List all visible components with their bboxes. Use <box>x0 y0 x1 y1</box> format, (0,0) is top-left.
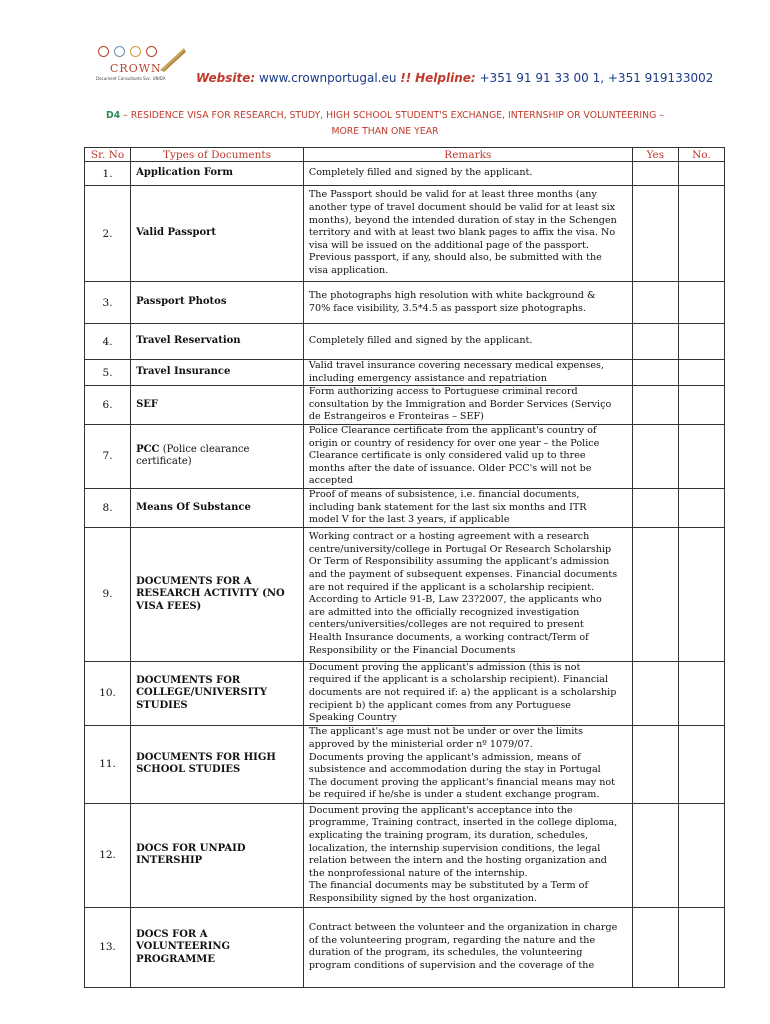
document-title <box>60 108 710 140</box>
remarks-line: approved by the ministerial order nº 1079/07. <box>308 739 533 751</box>
table-row <box>85 360 725 386</box>
remarks-line: Document proving the applicant's acceptance into the <box>308 804 573 816</box>
document-type <box>131 162 304 186</box>
table-row <box>85 386 725 425</box>
row-number: 8. <box>85 488 131 527</box>
remarks-line: The financial documents may be substituted by a Term of <box>308 880 588 892</box>
remarks-line: Speaking Country <box>308 712 397 724</box>
no-checkbox-cell[interactable] <box>678 803 724 907</box>
table-header-row <box>85 148 725 162</box>
document-type-label: DOCS FOR A VOLUNTEERING PROGRAMME <box>136 928 231 965</box>
document-type-label: PCC <box>136 443 160 455</box>
remarks-line: The photographs high resolution with white background & <box>308 289 596 301</box>
remarks-cell <box>303 386 632 425</box>
row-number: 13. <box>85 907 131 987</box>
row-number: 4. <box>85 324 131 360</box>
row-number: 2. <box>85 186 131 282</box>
remarks-line: documents are not required if: a) the applicant is a scholarship <box>308 686 617 698</box>
remarks-line: localization, the internship supervision conditions, the legal <box>308 842 601 854</box>
table-row <box>85 424 725 488</box>
remarks-line: Responsibility signed by the host organization. <box>308 893 537 905</box>
remarks-line: months after the date of issuance. Older PCC's will not be <box>308 462 592 474</box>
no-checkbox-cell[interactable] <box>678 488 724 527</box>
table-row <box>85 186 725 282</box>
remarks-line: de Estrangeiros e Fronteiras – SEF) <box>308 411 484 423</box>
yes-checkbox-cell[interactable] <box>632 907 678 987</box>
document-type-label: DOCS FOR UNPAID INTERSHIP <box>136 842 246 867</box>
remarks-line: Health Insurance documents, a working contract/Term of <box>308 632 589 644</box>
remarks-line: explicating the training program, its duration, schedules, <box>308 830 589 842</box>
no-checkbox-cell[interactable] <box>678 527 724 661</box>
remarks-cell <box>303 324 632 360</box>
no-checkbox-cell[interactable] <box>678 424 724 488</box>
remarks-cell <box>303 162 632 186</box>
no-checkbox-cell[interactable] <box>678 360 724 386</box>
row-number: 3. <box>85 282 131 324</box>
table-row <box>85 324 725 360</box>
yes-checkbox-cell[interactable] <box>632 661 678 725</box>
remarks-line: territory and with at least two blank pages to affix the visa. No <box>308 227 616 239</box>
remarks-line: recipient b) the applicant comes from any Portuguese <box>308 699 571 711</box>
crown-logo <box>92 40 192 88</box>
header-type: Types of Documents <box>131 148 304 162</box>
remarks-line: consultation by the Immigration and Border Services (Serviço <box>308 398 612 410</box>
documents-table <box>84 147 725 988</box>
table-row <box>85 661 725 725</box>
remarks-line: programme, Training contract, inserted in the college diploma, <box>308 817 618 829</box>
table-row <box>85 725 725 803</box>
title-line-2: MORE THAN ONE YEAR <box>331 126 439 137</box>
document-type-label: Passport Photos <box>136 296 227 308</box>
remarks-line: accepted <box>308 475 353 487</box>
yes-checkbox-cell[interactable] <box>632 803 678 907</box>
table-row <box>85 907 725 987</box>
remarks-line: Form authorizing access to Portuguese criminal record <box>308 386 578 398</box>
helpline-numbers: +351 91 91 33 00 1, +351 919133002 <box>479 71 714 85</box>
document-type <box>131 527 304 661</box>
row-number: 6. <box>85 386 131 425</box>
table-row <box>85 803 725 907</box>
document-type-label: SEF <box>136 398 159 410</box>
remarks-line: origin or country of residency for over one year – the Police <box>308 437 600 449</box>
remarks-line: Previous passport, if any, should also, be submitted with the <box>308 252 602 264</box>
remarks-line: another type of travel document should be valid for at least six <box>308 202 616 214</box>
remarks-cell <box>303 282 632 324</box>
remarks-line: visa will be issued on the additional page of the passport. <box>308 239 589 251</box>
document-type-label: DOCUMENTS FOR HIGH SCHOOL STUDIES <box>136 751 276 776</box>
remarks-line: Completely filled and signed by the applicant. <box>308 335 533 347</box>
document-type-label: DOCUMENTS FOR COLLEGE/UNIVERSITY STUDIES <box>136 674 267 711</box>
yes-checkbox-cell[interactable] <box>632 527 678 661</box>
remarks-line: Proof of means of subsistence, i.e. financial documents, <box>308 488 580 500</box>
document-type-label: Means Of Substance <box>136 501 251 513</box>
website-label: Website: <box>196 71 256 85</box>
remarks-line: Responsibility or the Financial Documents <box>308 644 516 656</box>
remarks-line: The Passport should be valid for at least three months (any <box>308 189 597 201</box>
remarks-line: Clearance certificate is only considered valid up to three <box>308 450 586 462</box>
document-type-label: Travel Insurance <box>136 366 231 378</box>
row-number: 12. <box>85 803 131 907</box>
remarks-line: are admitted into the officially recognized investigation <box>308 606 580 618</box>
table-row <box>85 527 725 661</box>
remarks-line: centre/university/college in Portugal Or Research Scholarship <box>308 543 612 555</box>
remarks-line: 70% face visibility, 3.5*4.5 as passport size photographs. <box>308 302 586 314</box>
remarks-cell <box>303 360 632 386</box>
document-type <box>131 488 304 527</box>
header-remarks: Remarks <box>303 148 632 162</box>
header-sr: Sr. No <box>85 148 131 162</box>
remarks-line: visa application. <box>308 264 389 276</box>
remarks-cell <box>303 907 632 987</box>
yes-checkbox-cell[interactable] <box>632 360 678 386</box>
remarks-cell <box>303 186 632 282</box>
row-number: 10. <box>85 661 131 725</box>
page-header <box>0 0 770 100</box>
remarks-cell <box>303 803 632 907</box>
table-body <box>85 162 725 988</box>
remarks-line: duration of the program, its schedules, the volunteering <box>308 947 583 959</box>
document-type <box>131 186 304 282</box>
yes-checkbox-cell[interactable] <box>632 725 678 803</box>
no-checkbox-cell[interactable] <box>678 186 724 282</box>
yes-checkbox-cell[interactable] <box>632 386 678 425</box>
document-type <box>131 725 304 803</box>
document-type <box>131 282 304 324</box>
table-row <box>85 282 725 324</box>
remarks-line: Completely filled and signed by the applicant. <box>308 167 533 179</box>
yes-checkbox-cell[interactable] <box>632 324 678 360</box>
yes-checkbox-cell[interactable] <box>632 162 678 186</box>
row-number: 7. <box>85 424 131 488</box>
remarks-line: of the volunteering program, regarding the nature and the <box>308 934 596 946</box>
yes-checkbox-cell[interactable] <box>632 488 678 527</box>
document-type <box>131 324 304 360</box>
logo-word: CROWN <box>110 62 162 75</box>
remarks-line: be required if he/she is under a student exchange program. <box>308 789 600 801</box>
document-type <box>131 424 304 488</box>
no-checkbox-cell[interactable] <box>678 162 724 186</box>
remarks-line: months), beyond the intended duration of stay in the Schengen <box>308 214 617 226</box>
no-checkbox-cell[interactable] <box>678 725 724 803</box>
document-type-label: DOCUMENTS FOR A RESEARCH ACTIVITY (NO VISA FEES) <box>136 575 285 612</box>
remarks-line: are not required if the applicant is a scholarship recipient. <box>308 581 595 593</box>
no-checkbox-cell[interactable] <box>678 661 724 725</box>
remarks-line: and the payment of subsequent expenses. Financial documents <box>308 569 618 581</box>
no-checkbox-cell[interactable] <box>678 907 724 987</box>
remarks-line: The applicant's age must not be under or over the limits <box>308 726 584 738</box>
website-link[interactable]: www.crownportugal.eu <box>258 71 397 85</box>
remarks-line: the nonprofessional nature of the internship. <box>308 867 528 879</box>
title-line-1: – RESIDENCE VISA FOR RESEARCH, STUDY, HIGH SCHOOL STUDENT'S EXCHANGE, INTERNSHIP OR VOLUNTEERING – <box>120 110 664 121</box>
header-yes: Yes <box>632 148 678 162</box>
document-type <box>131 386 304 425</box>
logo-circles-icon <box>98 42 162 61</box>
remarks-cell <box>303 725 632 803</box>
document-type-label: Travel Reservation <box>136 335 241 347</box>
remarks-line: Documents proving the applicant's admission, means of <box>308 751 581 763</box>
document-type <box>131 661 304 725</box>
remarks-cell <box>303 527 632 661</box>
row-number: 11. <box>85 725 131 803</box>
remarks-line: model V for the last 3 years, if applicable <box>308 514 510 526</box>
remarks-line: Or Term of Responsibility assuming the applicant's admission <box>308 556 610 568</box>
no-checkbox-cell[interactable] <box>678 386 724 425</box>
remarks-line: subsistence and accommodation during the stay in Portugal <box>308 764 601 776</box>
feather-icon <box>158 44 188 74</box>
yes-checkbox-cell[interactable] <box>632 186 678 282</box>
yes-checkbox-cell[interactable] <box>632 424 678 488</box>
table-row <box>85 162 725 186</box>
remarks-line: program conditions of supervision and the coverage of the <box>308 959 595 971</box>
yes-checkbox-cell[interactable] <box>632 282 678 324</box>
separator: !! <box>400 71 412 85</box>
logo-tagline: Document Consultants Svc. UNIDA <box>96 76 166 81</box>
remarks-cell <box>303 488 632 527</box>
remarks-line: Contract between the volunteer and the organization in charge <box>308 922 618 934</box>
no-checkbox-cell[interactable] <box>678 282 724 324</box>
remarks-line: centers/universities/colleges are not required to present <box>308 619 584 631</box>
remarks-line: including emergency assistance and repatriation <box>308 372 547 384</box>
remarks-line: required if the applicant is a scholarship recipient). Financial <box>308 674 609 686</box>
header-no: No. <box>678 148 724 162</box>
title-code: D4 <box>106 110 121 121</box>
remarks-cell <box>303 661 632 725</box>
document-type-label: Valid Passport <box>136 227 217 239</box>
remarks-cell <box>303 424 632 488</box>
remarks-line: Working contract or a hosting agreement with a research <box>308 531 590 543</box>
row-number: 1. <box>85 162 131 186</box>
remarks-line: relation between the intern and the hosting organization and <box>308 855 607 867</box>
no-checkbox-cell[interactable] <box>678 324 724 360</box>
remarks-line: Police Clearance certificate from the applicant's country of <box>308 424 597 436</box>
document-type-label: Application Form <box>136 167 233 179</box>
helpline-label: Helpline: <box>415 71 476 85</box>
row-number: 5. <box>85 360 131 386</box>
remarks-line: including bank statement for the last six months and ITR <box>308 501 587 513</box>
document-type <box>131 803 304 907</box>
document-type-extra: (Police clearance certificate) <box>136 443 250 468</box>
row-number: 9. <box>85 527 131 661</box>
document-type <box>131 360 304 386</box>
remarks-line: According to Article 91-B, Law 23?2007, the applicants who <box>308 594 602 606</box>
contact-line <box>196 71 713 85</box>
document-type <box>131 907 304 987</box>
remarks-line: Document proving the applicant's admission (this is not <box>308 661 581 673</box>
table-row <box>85 488 725 527</box>
remarks-line: Valid travel insurance covering necessary medical expenses, <box>308 360 604 371</box>
remarks-line: The document proving the applicant's financial means may not <box>308 776 616 788</box>
